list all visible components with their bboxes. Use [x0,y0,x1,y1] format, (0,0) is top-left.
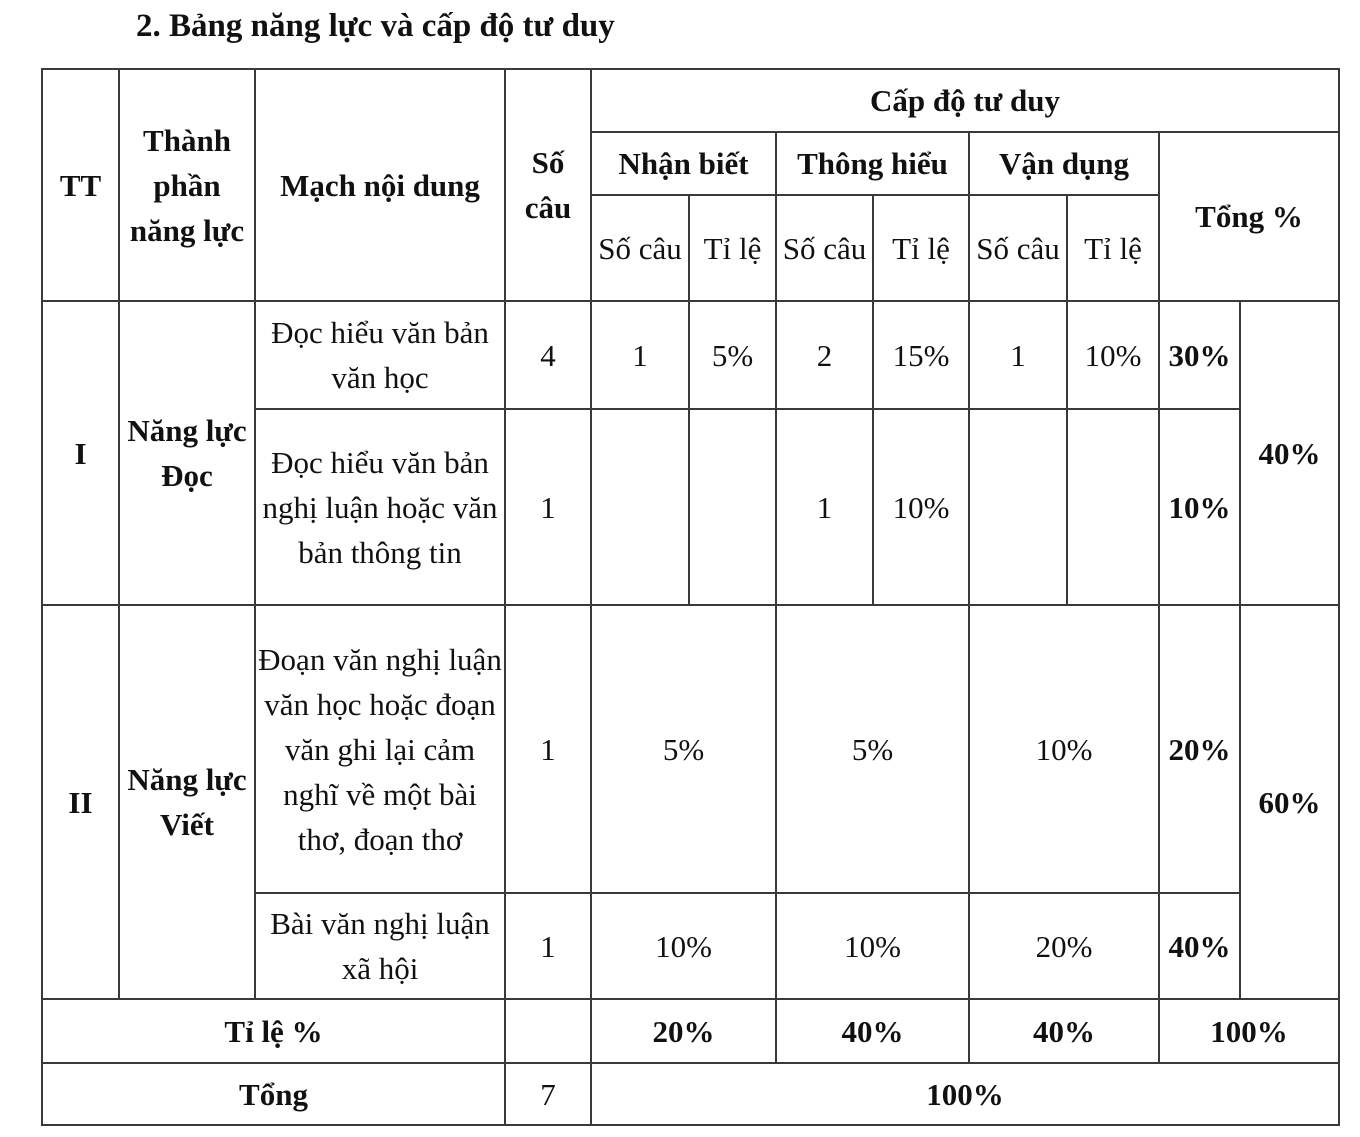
row-count: 1 [505,409,591,605]
group-tt: II [42,605,119,999]
group-name: Năng lực Đọc [119,301,255,605]
row-nb-count [591,409,689,605]
row-sum: 20% [1159,605,1240,893]
header-mach-noi-dung: Mạch nội dung [255,69,505,301]
header-thanh-phan: Thành phần năng lực [119,69,255,301]
row-nb-rate [689,409,776,605]
row-vd-rate: 10% [969,605,1159,893]
page-title: 2. Bảng năng lực và cấp độ tư duy [136,8,615,44]
row-content: Đọc hiểu văn bản nghị luận hoặc văn bản thông tin [255,409,505,605]
row-th-count: 2 [776,301,873,409]
total-row [42,1063,1339,1125]
subheader-vd-so-cau: Số câu [969,195,1067,301]
ratio-empty-cell [505,999,591,1063]
group-total: 40% [1240,301,1339,605]
row-th-rate: 15% [873,301,969,409]
row-th-rate: 10% [873,409,969,605]
header-cap-do-tu-duy: Cấp độ tư duy [591,69,1339,132]
row-nb-count: 1 [591,301,689,409]
row-content: Đoạn văn nghị luận văn học hoặc đoạn văn ghi lại cảm nghĩ về một bài thơ, đoạn thơ [255,605,505,893]
table-row [42,301,1339,409]
row-vd-rate: 10% [1067,301,1159,409]
subheader-th-ti-le: Tỉ lệ [873,195,969,301]
header-row-1 [42,69,1339,132]
group-tt: I [42,301,119,605]
row-content: Bài văn nghị luận xã hội [255,893,505,999]
header-tong-pct: Tổng % [1159,132,1339,301]
total-count: 7 [505,1063,591,1125]
group-name: Năng lực Viết [119,605,255,999]
row-vd-count: 1 [969,301,1067,409]
header-so-cau: Số câu [505,69,591,301]
table-row [42,605,1339,893]
row-count: 1 [505,893,591,999]
row-sum: 40% [1159,893,1240,999]
row-vd-rate: 20% [969,893,1159,999]
ratio-total: 100% [1159,999,1339,1063]
subheader-nb-so-cau: Số câu [591,195,689,301]
row-count: 1 [505,605,591,893]
row-sum: 10% [1159,409,1240,605]
competency-table [41,68,1340,1126]
ratio-th: 40% [776,999,969,1063]
row-vd-rate [1067,409,1159,605]
subheader-nb-ti-le: Tỉ lệ [689,195,776,301]
row-nb-rate: 5% [689,301,776,409]
header-van-dung: Vận dụng [969,132,1159,195]
ratio-vd: 40% [969,999,1159,1063]
row-nb-rate: 10% [591,893,776,999]
row-nb-rate: 5% [591,605,776,893]
header-thong-hieu: Thông hiểu [776,132,969,195]
subheader-th-so-cau: Số câu [776,195,873,301]
ratio-label: Tỉ lệ % [42,999,505,1063]
row-sum: 30% [1159,301,1240,409]
row-content: Đọc hiểu văn bản văn học [255,301,505,409]
group-total: 60% [1240,605,1339,999]
header-nhan-biet: Nhận biết [591,132,776,195]
total-percent: 100% [591,1063,1339,1125]
ratio-nb: 20% [591,999,776,1063]
row-th-rate: 5% [776,605,969,893]
subheader-vd-ti-le: Tỉ lệ [1067,195,1159,301]
row-count: 4 [505,301,591,409]
row-th-rate: 10% [776,893,969,999]
row-th-count: 1 [776,409,873,605]
row-vd-count [969,409,1067,605]
ratio-row [42,999,1339,1063]
total-label: Tổng [42,1063,505,1125]
header-tt: TT [42,69,119,301]
